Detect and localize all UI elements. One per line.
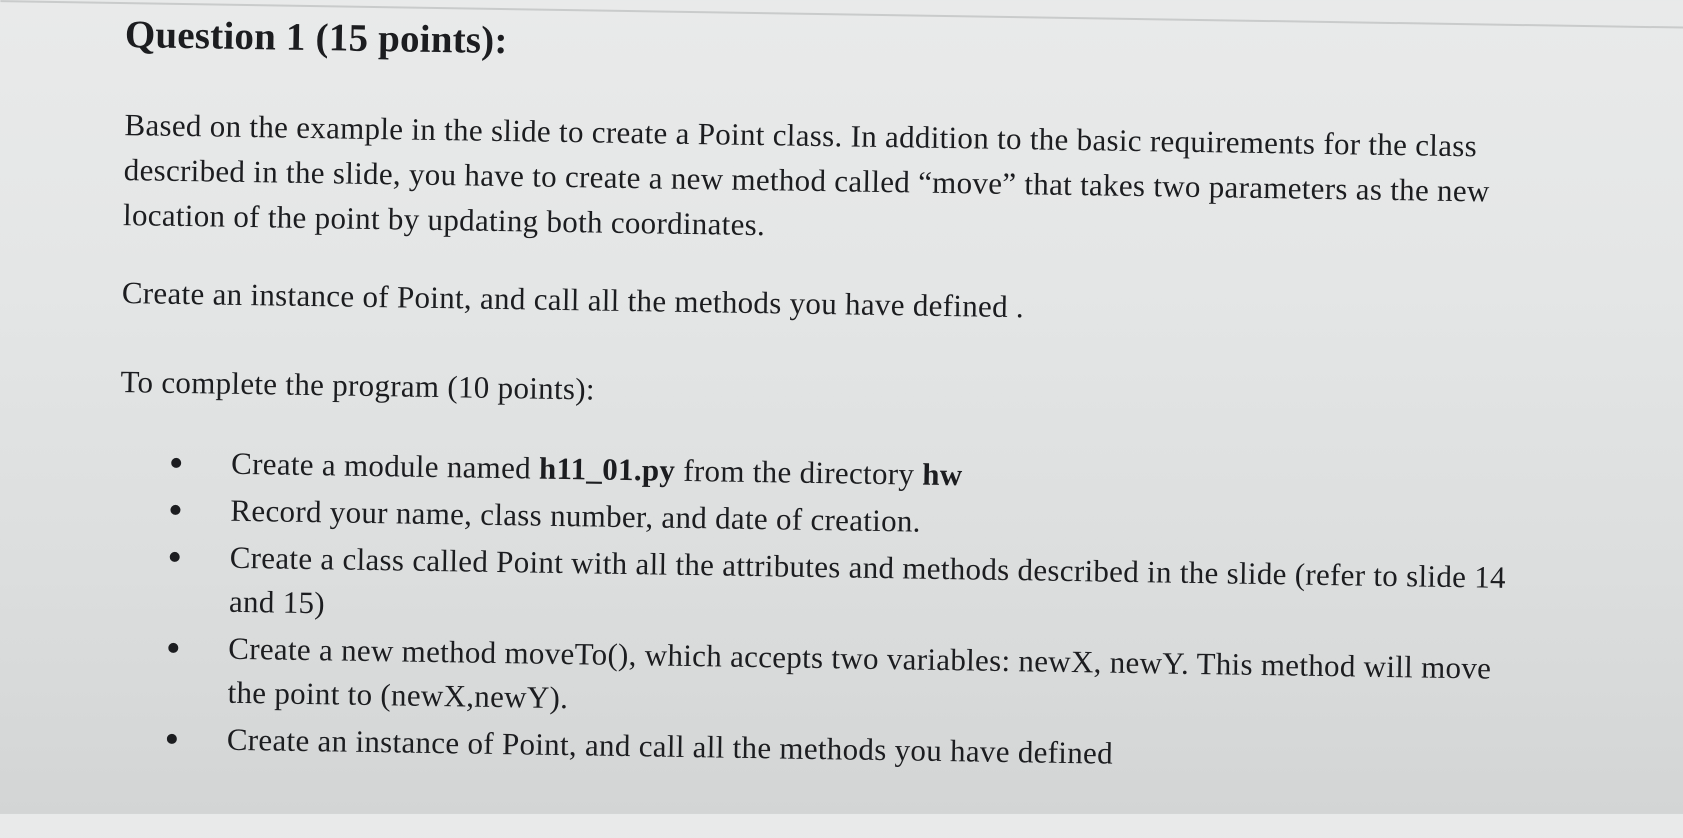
instance-paragraph: Create an instance of Point, and call all the methods you have defined . xyxy=(121,275,1025,325)
requirements-list xyxy=(166,441,1571,786)
list-item-text: Create a class called Point with all the attributes and methods described in the slide (refer to slide 14 and 15) xyxy=(228,539,1507,621)
list-item-text: Create a new method moveTo(), which accepts two variables: newX, newY. This method will move the point to (newX,newY). xyxy=(227,630,1492,716)
bullet-icon xyxy=(170,505,180,515)
bullet-icon xyxy=(171,458,181,468)
bullet-icon xyxy=(170,552,180,562)
instructions-paragraph: Based on the example in the slide to create a Point class. In addition to the basic requirements for the class described in the slide, you have to create a new method called “move” that takes two parameters as the new location of the point by updating both coordinates. xyxy=(122,107,1490,243)
directory-name: hw xyxy=(921,456,963,493)
list-item-text: Record your name, class number, and date of creation. xyxy=(230,492,922,539)
bullet-icon xyxy=(168,643,178,653)
list-item-text-part: Create a module named xyxy=(230,445,540,486)
bullet-icon xyxy=(167,734,177,744)
module-filename: h11_01.py xyxy=(538,450,676,488)
question-heading: Question 1 (15 points): xyxy=(124,13,508,63)
list-item-text-part: from the directory xyxy=(674,452,923,492)
list-item-text: Create an instance of Point, and call all the methods you have defined xyxy=(226,721,1114,771)
complete-program-paragraph: To complete the program (10 points): xyxy=(120,364,596,407)
